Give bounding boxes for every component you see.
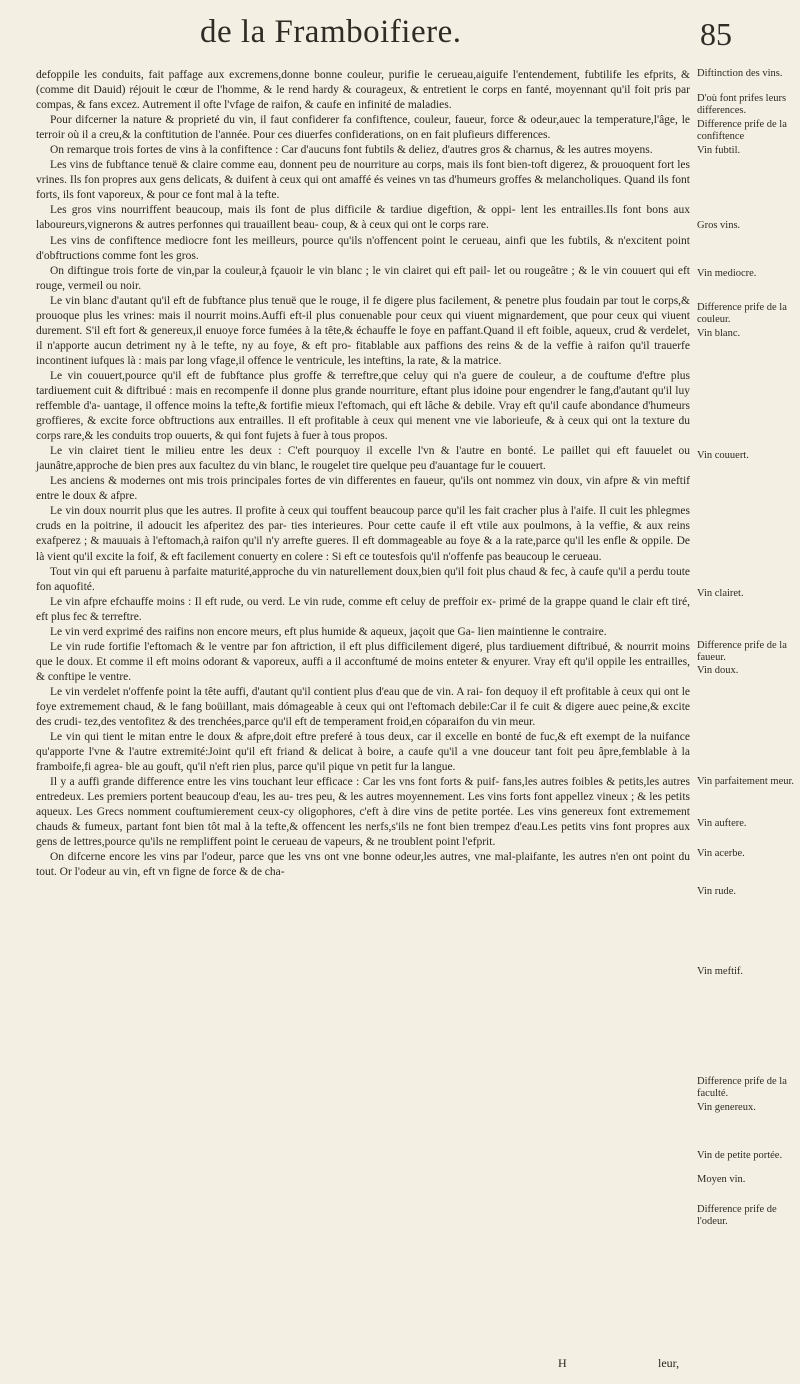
running-title: de la Framboifiere.: [200, 14, 462, 50]
paragraph: Tout vin qui eft paruenu à parfaite maturité,approche du vin naturellement doux,bien qu'il foit plus chaud & fec, à caufe qu'il a perdu toute fon aquofité.: [36, 565, 690, 593]
margin-note: Vin de petite portée.: [697, 1150, 783, 1161]
paragraph: Le vin couuert,pource qu'il eft de fubftance plus groffe & terreftre,que celuy qui n'a guere de couleur, a de couftume d'eftre plus tardiuement cuit & diftribué : mais en recompenfe il donne plus grande nourriture, eftant plus idoine pour engendrer le fang,d'autant qu'il luy reffemble d'a- uantage, il offence moins la tefte,& fortifie mieux l'eftomach, qui eft lâche & debile. Vray eft qu'il caufe abondance d'humeurs groffieres, & excite force obftructions aux entrailles. Il eft profitable à ceux qui menent vne vie laborieufe, & à ceux qui ont la texture du corps rare,& les conduits trop ouuerts, & qui font fujets à fuer à tous propos.: [36, 369, 690, 443]
margin-note: Difference prife de l'odeur.: [697, 1204, 777, 1228]
paragraph: Les vins de fubftance tenuë & claire comme eau, donnent peu de nourriture au corps, mais ils font bien-toft digerez, & prouoquent fort les vrines. Ils fon propres aux gens delicats, & duifent à ceux qui ont amaffé és veines vn tas d'humeurs groffes & melancholiques. Quand ils font forts, ils font vaporeux, & pour ce font mal à la tefte.: [36, 159, 690, 202]
margin-note: Diftinction des vins.: [697, 68, 783, 79]
paragraph: On difcerne encore les vins par l'odeur, parce que les vns ont vne bonne odeur,les autres, vne mal-plaifante, les autres n'en ont point du tout. Or l'odeur au vin, eft vn figne de force & de cha-: [36, 851, 690, 879]
paragraph: Le vin blanc d'autant qu'il eft de fubftance plus tenuë que le rouge, il fe digere plus facilement, & penetre plus foudain par tout le corps,& prouoque plus les vrines: mais il nourrit moins.Auffi eft-il plus conuenable pour ceux qui viuent mignardement, que pour ceux qui viuent durement. S'il eft fort & genereux,il enuoye force fumées à la tête,& échauffe le foye en paffant.Quand il eft foible, aqueux, crud & verdelet, il n'apporte aucun detriment ny à le tefte, ny au foye, & eft pro- fitablable aux paffions des reins & de la veffie à raifon qu'il trauerfe incontinent iufques là : mais par long vfage,il offence le ventricule, les inteftins, la rate, & la matrice.: [36, 294, 690, 367]
margin-note: Vin meftif.: [697, 966, 744, 977]
paragraph: Les anciens & modernes ont mis trois principales fortes de vin differentes en faueur, qu'ils ont nommez vin doux, vin afpre & vin meftif entre le doux & afpre.: [36, 475, 690, 503]
catchword: leur,: [658, 1356, 680, 1370]
paragraph: On remarque trois fortes de vins à la confiftence : Car d'aucuns font fubtils & deliez, d'autres gros & charnus, & les autres moyens.: [50, 144, 653, 157]
paragraph: Les gros vins nourriffent beaucoup, mais ils font de plus difficile & tardiue digeftion, & oppi- lent les entrailles.Ils font bons aux laboureurs,vignerons & autres perfonnes qui trauaillent beau- coup, & à ceux qui ont le corps rare.: [36, 204, 690, 232]
margin-note: Vin clairet.: [697, 588, 744, 599]
paragraph: On diftingue trois forte de vin,par la couleur,à fçauoir le vin blanc ; le vin clairet qui eft pail- let ou rougeâtre ; & le vin couuert qui eft rouge, vermeil ou noir.: [36, 264, 690, 292]
margin-note: Vin blanc.: [697, 328, 741, 339]
paragraph: Les vins de confiftence mediocre font les meilleurs, pource qu'ils n'offencent point le cerueau, ainfi que les fubtils, & n'excitent point d'obftructions comme font les gros.: [36, 234, 690, 262]
margin-note: Vin mediocre.: [697, 268, 757, 279]
margin-note: Vin parfaitement meur.: [697, 776, 795, 787]
margin-note: Vin doux.: [697, 665, 739, 676]
page-number: 85: [700, 16, 732, 52]
margin-note: Vin auftere.: [697, 818, 747, 829]
paragraph: Le vin clairet tient le milieu entre les deux : C'eft pourquoy il excelle l'vn & l'autre en bonté. Le paillet qui eft fauuelet ou jaunâtre,approche de bien pres aux facultez du vin blanc, le rougelet tire quelque peu d'auantage fur le couuert.: [36, 445, 690, 473]
margin-note: Vin couuert.: [697, 450, 749, 461]
margin-note: Vin acerbe.: [697, 848, 745, 859]
margin-note: Difference prife de la couleur.: [697, 302, 787, 326]
margin-note: D'où font prifes leurs differences.: [697, 93, 787, 117]
paragraph: Le vin doux nourrit plus que les autres. Il profite à ceux qui touffent beaucoup parce qu'il les fait cracher plus à l'aife. Il cuit les phlegmes cruds en la poitrine, il adoucit les afperitez des par- ties interieures. Pour cette caufe il eft vtile aux poulmons, à la veffie, & aux reins exafperez ; & mauuais à l'eftomach,à raifon qu'il n'y arrefte gueres. Il eft dommageable au foye & a la rate,parce qu'il les enfle & oppile. De là vient qu'il excite la foif, & eft facilement conuerty en colere : Si eft ce toutesfois qu'il n'offenfe pas beaucoup le cerueau.: [36, 505, 690, 563]
main-text-column: [36, 68, 690, 881]
margin-note: Vin fubtil.: [697, 145, 741, 156]
paragraph: Il y a auffi grande difference entre les vins touchant leur efficace : Car les vns font forts & puif- fans,les autres foibles & petits,les autres entredeux. Les premiers portent beaucoup d'eau, les au- tres peu, & les autres moyennement. Les vins forts font appellez vineux ; & les petits aqueux. Les Grecs nomment couftumierement ceux-cy oligophores, c'eft à dire vins de petite portée. Les vins genereux font extremement chauds & fumeux, partant font bien tôt mal à la tefte,& offencent les nerfs,s'ils ne font bien trempez d'eau.Les petits vins font propres aux gens de lettres,pource qu'ils ne rempliffent point le cerueau de vapeurs, & ne troublent point l'efprit.: [36, 776, 690, 849]
paragraph: Le vin rude fortifie l'eftomach & le ventre par fon aftriction, il eft plus difficilement digeré, plus tardiuement diftribué, & nourrit moins que le doux. Et comme il eft moins odorant & vaporeux, auffi a il acconftumé de moins enteter & enyurer. Vray eft qu'il oppile les entrailles, & conftipe le ventre.: [36, 640, 690, 683]
margin-note: Moyen vin.: [697, 1174, 746, 1185]
signature-mark: H: [558, 1356, 567, 1370]
paragraph: Le vin qui tient le mitan entre le doux & afpre,doit eftre preferé à tous deux, car il excelle en bonté de fuc,& eft exempt de la nuifance qu'apporte l'vne & l'autre extremité:Joint qu'il eft friand & delicat à boire, a caufe qu'il a vne douceur tant foit peu âpre,femblable à la framboife,fi agrea- ble au gouft, qu'il n'eft rien plus, parce qu'il pique vn petit fur la langue.: [36, 731, 690, 774]
margin-note: Vin rude.: [697, 886, 737, 897]
paragraph: Pour difcerner la nature & proprieté du vin, il faut confiderer fa confiftence, couleur, faueur, force & odeur,auec la temperature,l'âge, le terroir où il a creu,& la conftitution de l'année. Pour ces diuerfes confiderations, on en fait plufieurs differences.: [36, 114, 690, 142]
paragraph: Le vin verdelet n'offenfe point la tête auffi, d'autant qu'il contient plus d'eau que de vin. A rai- fon dequoy il eft profitable à ceux qui ont le foye extremement chaud, & le fang boüillant, mais dómageable à ceux qui ont l'eftomach debile:Car il fe cuit & digere auec peine,& excite des crudi- tez,des ventofitez & des trenchées,parce qu'il eft de temperament froid,en cóparaifon du vin meur.: [36, 685, 690, 729]
paragraph: Le vin verd exprimé des raifins non encore meurs, eft plus humide & aqueux, jaçoit que Ga- lien maintienne le contraire.: [50, 625, 607, 638]
margin-note: Difference prife de la faueur.: [697, 640, 787, 664]
margin-note: Difference prife de la confiftence: [697, 119, 787, 143]
paragraph: Le vin afpre efchauffe moins : Il eft rude, ou verd. Le vin rude, comme eft celuy de preffoir ex- primé de la grappe quand le clair eft tiré, eft plus fec & terreftre.: [36, 595, 690, 623]
margin-note: Difference prife de la faculté.: [697, 1076, 787, 1100]
margin-note: Vin genereux.: [697, 1102, 756, 1113]
paragraph: defoppile les conduits, fait paffage aux excremens,donne bonne couleur, purifie le cerueau,aiguife l'entendement, fubtilife les efprits, & (comme dit Dauid) réjouit le cœur de l'homme, & le rend hardy & courageux, & entretient le corps en fanté, moyennant qu'il foit pris par compas, & fans excez. Autrement il ofte l'vfage de raifon, & caufe en infinité de maladies.: [36, 69, 690, 112]
margin-note: Gros vins.: [697, 220, 741, 231]
